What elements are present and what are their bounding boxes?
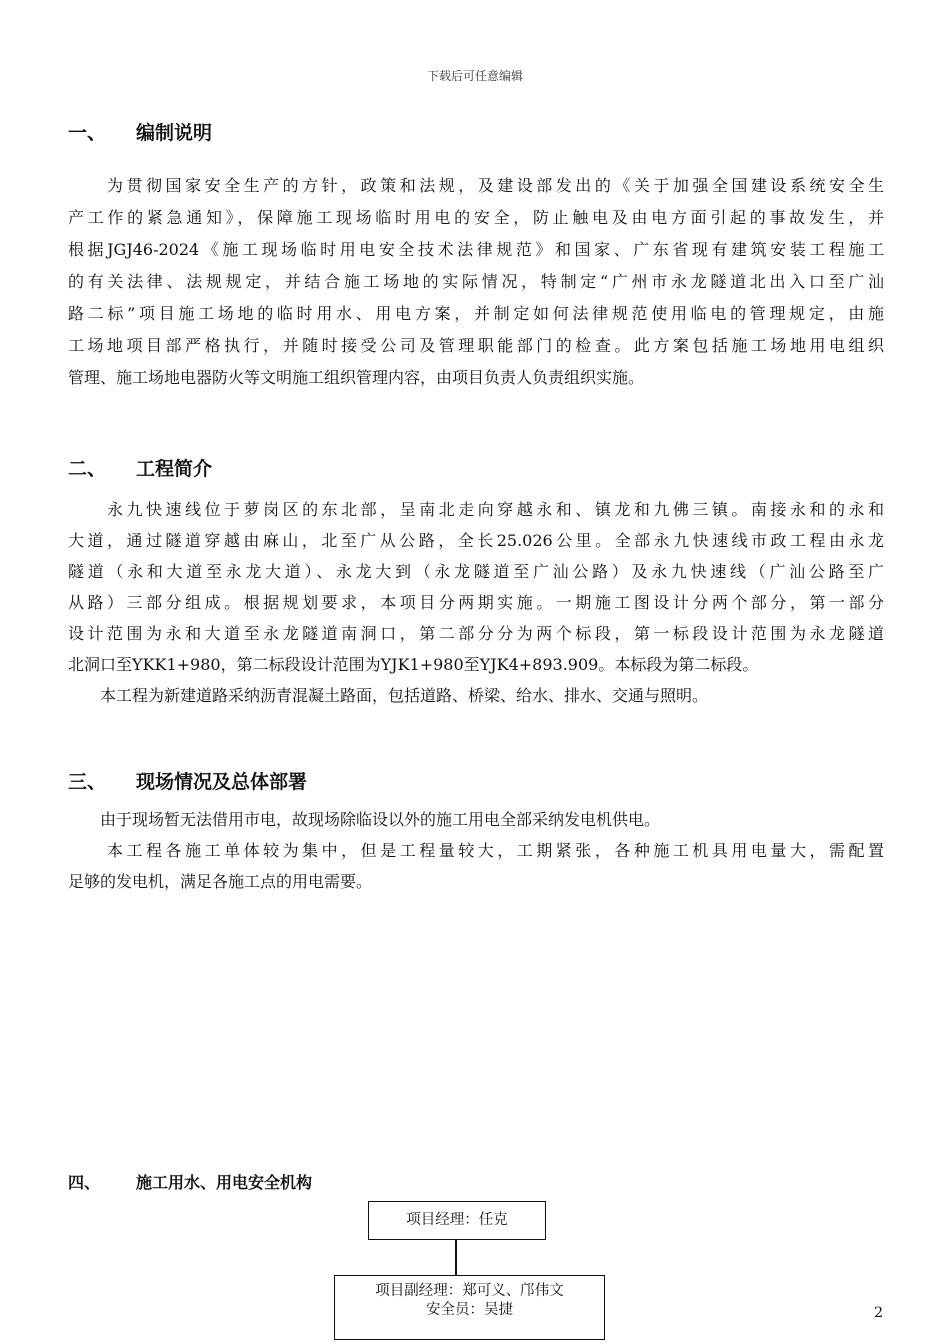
section-4-heading: [68, 1170, 312, 1193]
section-2-body: [68, 494, 884, 711]
section-3-title: 现场情况及总体部署: [136, 771, 308, 793]
org-deputy-manager-label: 项目副经理：郑可义、邝伟文: [375, 1283, 564, 1299]
paragraph-line: 足够的发电机，满足各施工点的用电需要。: [68, 872, 373, 891]
paragraph-line: 管理、施工场地电器防火等文明施工组织管理内容，由项目负责人负责组织实施。: [68, 368, 645, 387]
paragraph-line: 本工程为新建道路采纳沥青混凝土路面，包括道路、桥梁、给水、排水、交通与照明。: [68, 686, 709, 705]
paragraph-line: 设计范围为永和大道至永龙隧道南洞口，第二部分分为两个标段，第一标段设计范围为永龙隧道: [68, 624, 884, 643]
section-1-body: [68, 170, 884, 394]
paragraph-line: 的有关法律、法规规定，并结合施工场地的实际情况，特制定“广州市永龙隧道北出入口至广汕: [68, 272, 884, 291]
org-box-deputy-manager: [334, 1275, 605, 1340]
paragraph-line: 产工作的紧急通知》，保障施工现场临时用电的安全，防止触电及由电方面引起的事故发生，并: [68, 208, 884, 227]
org-connector-line: [455, 1240, 457, 1275]
section-2-title: 工程简介: [136, 458, 213, 480]
section-1-number: 一、: [68, 122, 107, 144]
paragraph-line: 工场地项目部严格执行，并随时接受公司及管理职能部门的检查。此方案包括施工场地用电组织: [68, 336, 884, 355]
paragraph-line: 由于现场暂无法借用市电，故现场除临设以外的施工用电全部采纳发电机供电。: [68, 810, 661, 829]
paragraph-line: 隧道（永和大道至永龙大道）、永龙大到（永龙隧道至广汕公路）及永九快速线（广汕公路至广: [68, 562, 884, 581]
section-1-heading: [68, 118, 212, 145]
paragraph-line: 为贯彻国家安全生产的方针，政策和法规，及建设部发出的《关于加强全国建设系统安全生: [68, 176, 884, 195]
section-3-body: [68, 804, 884, 897]
org-project-manager-label: 项目经理：任克: [406, 1212, 508, 1228]
paragraph-line: 永九快速线位于萝岗区的东北部，呈南北走向穿越永和、镇龙和九佛三镇。南接永和的永和: [68, 500, 884, 519]
paragraph-line: 本工程各施工单体较为集中，但是工程量较大，工期紧张，各种施工机具用电量大，需配置: [68, 841, 884, 860]
org-box-project-manager: [368, 1201, 546, 1240]
page-number: 2: [874, 1305, 883, 1321]
section-4-number: 四、: [68, 1173, 101, 1192]
paragraph-line: 北洞口至YKK1+980，第二标段设计范围为YJK1+980至YJK4+893.909。本标段为第二标段。: [68, 655, 759, 674]
section-3-number: 三、: [68, 771, 107, 793]
paragraph-line: 大道，通过隧道穿越由麻山，北至广从公路，全长25.026公里。全部永九快速线市政工程由永龙: [68, 531, 884, 550]
section-2-heading: [68, 454, 212, 481]
paragraph-line: 路二标”项目施工场地的临时用水、用电方案，并制定如何法律规范使用临电的管理规定，由施: [68, 304, 884, 323]
section-1-title: 编制说明: [136, 122, 213, 144]
paragraph-line: 从路）三部分组成。根据规划要求，本项目分两期实施。一期施工图设计分两个部分，第一部分: [68, 593, 884, 612]
section-3-heading: [68, 767, 307, 794]
paragraph-line: 根据JGJ46-2024《施工现场临时用电安全技术法律规范》和国家、广东省现有建筑安装工程施工: [68, 240, 884, 259]
section-4-title: 施工用水、用电安全机构: [136, 1173, 313, 1192]
section-2-number: 二、: [68, 458, 107, 480]
header-note: 下载后可任意编辑: [426, 69, 523, 83]
org-safety-officer-label: 安全员：吴捷: [426, 1302, 513, 1318]
